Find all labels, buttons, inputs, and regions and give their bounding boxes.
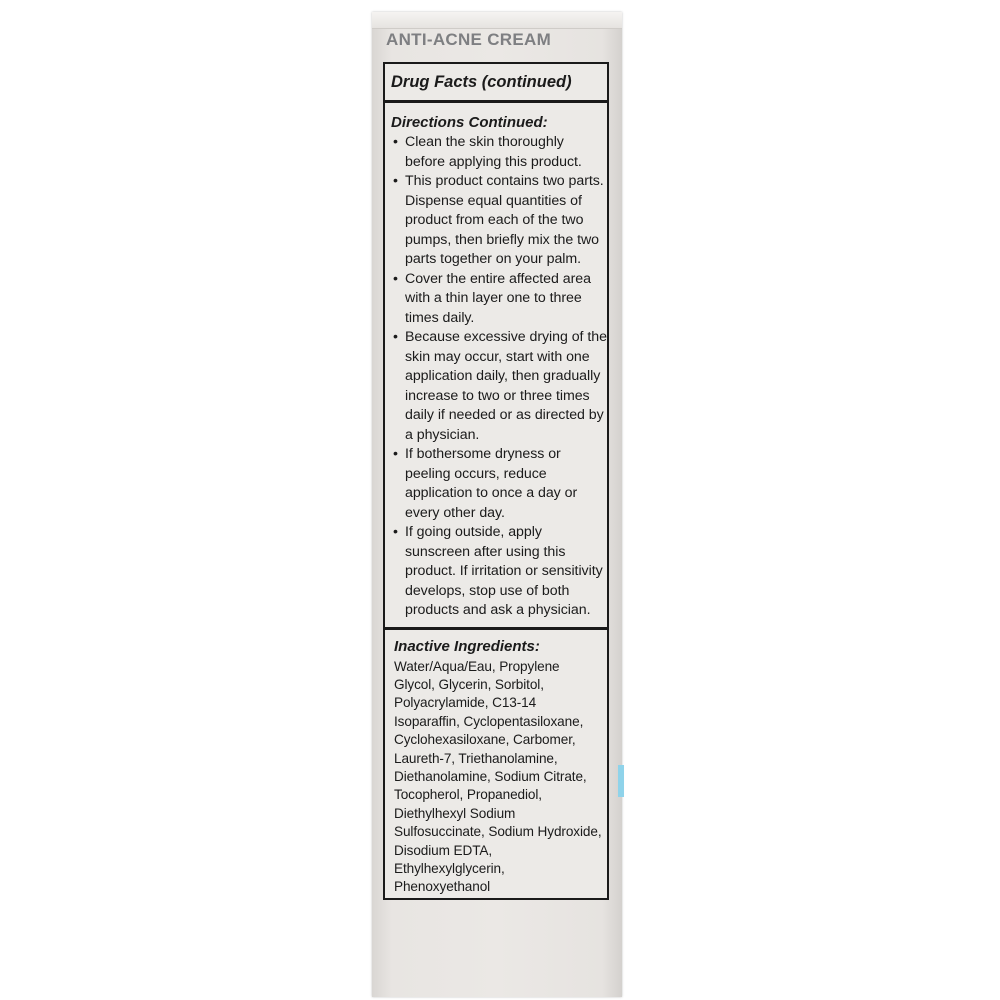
directions-item: [391, 172, 607, 270]
product-name-label: ANTI-ACNE CREAM: [386, 30, 552, 49]
bullet-icon: •: [393, 134, 398, 150]
directions-item-text: This product contains two parts. Dispense equal quantities of product from each of the two pumps, then briefly mix the two parts together on your palm.: [405, 173, 604, 267]
directions-item: [391, 445, 607, 523]
bullet-icon: •: [393, 524, 398, 540]
directions-item: [391, 328, 607, 445]
bullet-icon: •: [393, 173, 398, 189]
directions-heading: Directions Continued:: [391, 114, 548, 131]
directions-list: [391, 133, 607, 621]
bullet-icon: •: [393, 446, 398, 462]
inactive-ingredients-list: Water/Aqua/Eau, Propylene Glycol, Glycerin, Sorbitol, Polyacrylamide, C13-14 Isoparaffin, Cyclopentasiloxane, Cyclohexasiloxane, Carbomer, Laureth-7, Triethanolamine, Diethanolamine, Sodium Citrate, Tocopherol, Propanediol, Diethylhexyl Sodium Sulfosuccinate, Sodium Hydroxide, Disodium EDTA, Ethylhexylglycerin, Phenoxyethanol: [394, 658, 602, 895]
drug-facts-title: Drug Facts (continued): [385, 64, 607, 103]
directions-item-text: If going outside, apply sunscreen after using this product. If irritation or sensitivity develops, stop use of both products and ask a physician.: [405, 524, 603, 618]
box-top-flap: [372, 12, 622, 29]
directions-item: [391, 270, 607, 329]
directions-section: [385, 103, 607, 630]
bullet-icon: •: [393, 270, 398, 287]
inactive-ingredients-heading: Inactive Ingredients:: [394, 637, 540, 655]
directions-item-text: Because excessive drying of the skin may occur, start with one application daily, then gradually increase to two or three times daily if needed or as directed by a physician.: [405, 329, 607, 443]
blue-accent-stripe: [618, 765, 624, 797]
directions-item-text: If bothersome dryness or peeling occurs, reduce application to once a day or every other day.: [405, 446, 578, 521]
directions-item: [391, 523, 607, 621]
drug-facts-panel: [383, 62, 609, 900]
directions-item-text: Clean the skin thoroughly before applying this product.: [405, 134, 582, 170]
directions-item: [391, 133, 607, 172]
bullet-icon: •: [393, 329, 398, 345]
directions-item-text: Cover the entire affected area with a thin layer one to three times daily.: [405, 270, 591, 326]
inactive-ingredients-section: [385, 630, 607, 898]
